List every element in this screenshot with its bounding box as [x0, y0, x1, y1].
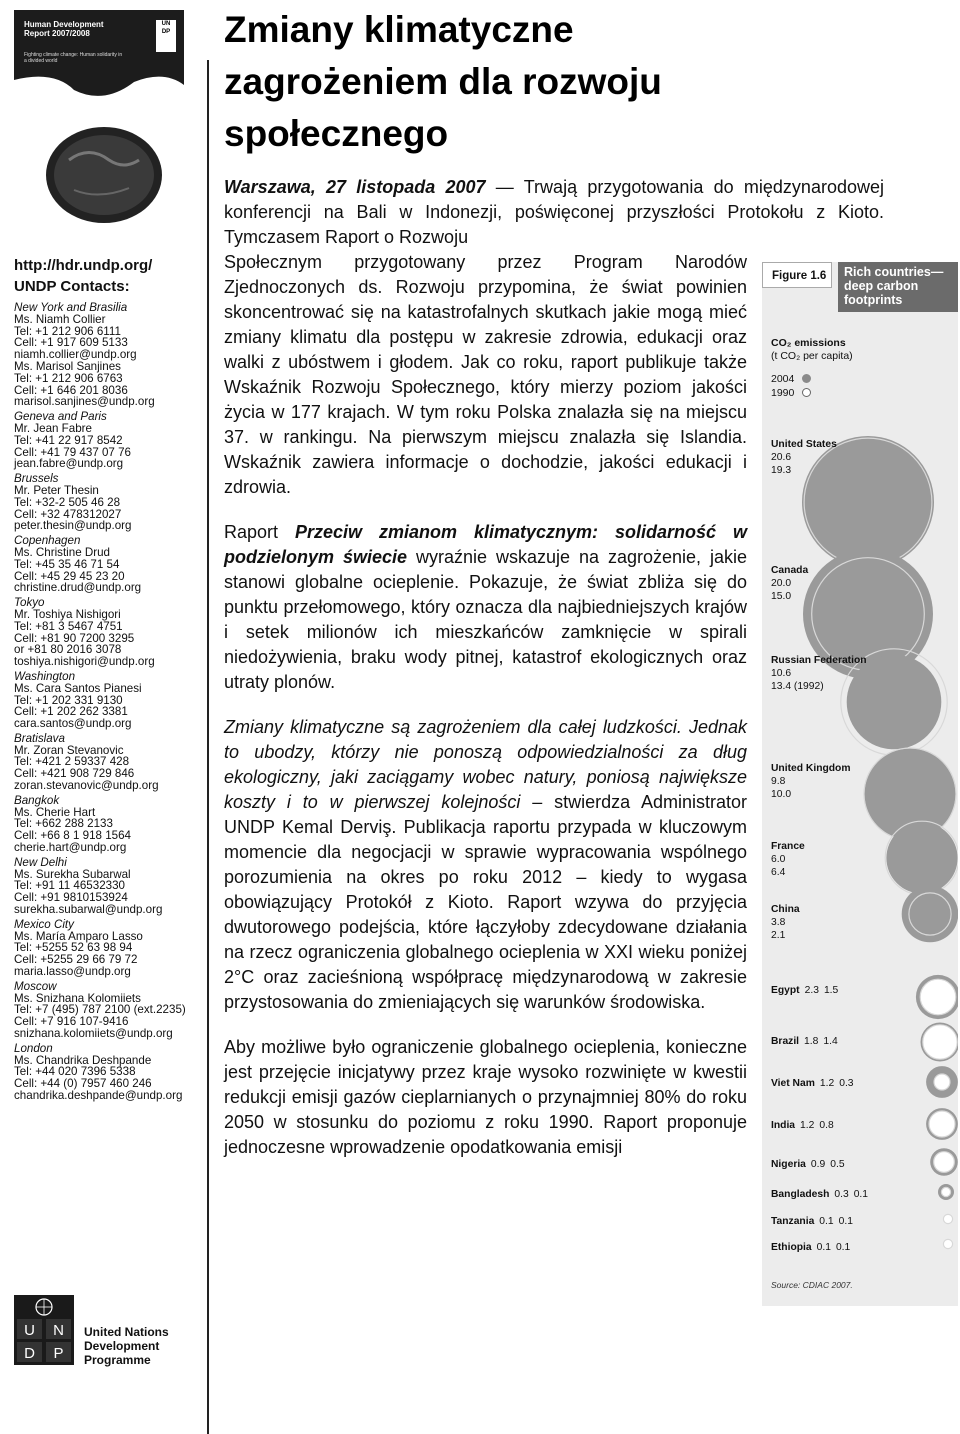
country-name: India [771, 1120, 796, 1131]
legend-year: 1990 [771, 387, 795, 399]
bubble-1990 [929, 1111, 955, 1137]
bubble-1990 [943, 1214, 952, 1223]
office-city: New Delhi [14, 855, 67, 869]
logo-letter: D [24, 1345, 35, 1362]
contact-office [14, 411, 204, 470]
figure-source: Source: CDIAC 2007. [771, 1280, 853, 1290]
bubble-1990 [920, 979, 956, 1015]
value-1990-label: 10.0 [771, 789, 792, 800]
contact-office [14, 981, 204, 1040]
country-name: United Kingdom [771, 763, 851, 774]
office-city: London [14, 1041, 53, 1055]
contact-line: Tel: +91 11 46532330 [14, 879, 125, 893]
country-label [771, 903, 800, 942]
bubble-1990 [934, 1074, 950, 1090]
value-1990-label: 0.1 [838, 1216, 853, 1227]
sidebar-divider [207, 60, 209, 1434]
contact-office [14, 535, 204, 594]
contact-line: Tel: +41 22 917 8542 [14, 433, 123, 447]
contact-line: Cell: +66 8 1 918 1564 [14, 829, 131, 843]
figure-title: Rich countries— deep carbon footprints [838, 262, 958, 312]
value-2004-label: 10.6 [771, 668, 792, 679]
value-1990-label: 19.3 [771, 465, 792, 476]
country-label [771, 1241, 850, 1254]
article-paragraph [224, 715, 747, 1015]
country-label [771, 1215, 853, 1228]
value-1990-label: 0.8 [819, 1120, 834, 1131]
legend-year: 2004 [771, 373, 795, 385]
contact-line: Tel: +1 212 906 6763 [14, 371, 123, 385]
cover-subtitle: Fighting climate change: Human solidarity in a divided world [24, 52, 123, 64]
contact-line: Tel: +45 35 46 71 54 [14, 557, 120, 571]
country-label [771, 840, 805, 879]
logo-letter: N [53, 1322, 64, 1339]
value-2004-label: 0.1 [819, 1216, 834, 1227]
value-1990-label: 1.5 [823, 985, 839, 996]
country-label [771, 1188, 868, 1201]
bubble-2004 [902, 886, 958, 943]
office-city: New York and Brasilia [14, 301, 128, 314]
cover-undp-logo: UN DP [156, 20, 176, 52]
value-2004-label: 0.3 [834, 1189, 849, 1200]
value-1990-label: 15.0 [771, 591, 792, 602]
country-label [771, 984, 838, 997]
contact-office [14, 671, 204, 730]
paragraph-text: – stwierdza Administrator UNDP Kemal Derviş. Publikacja raportu przypada w kluczowym momencie dla negocjacji w sprawie wypracowania wspólnego porozumienia na okres po roku 2012 – kiedy to wygasa obowiązujący Protokół z Kioto. Raport wzywa do przyjęcia dwutorowego podejścia, które łączyłoby zdecydowane działania na rzecz ograniczenia globalnego ocieplenia w XXI wieku poniżej 2°C oraz zacieśnioną współpracę międzynarodową w zakresie przystosowania do zmieniających się warunków środowiska. [224, 792, 747, 1012]
office-city: Moscow [14, 979, 57, 993]
value-1990-label: 13.4 (1992) [771, 681, 824, 692]
contact-line: Ms. Marisol Sanjines [14, 359, 121, 373]
value-2004-label: 2.3 [804, 985, 819, 996]
contact-office [14, 302, 204, 408]
paragraph-text: wyraźnie wskazuje na zagrożenie, jakie stanowi globalne ocieplenie. Pokazuje, że świat zbliża się do punktu przełomowego, który oznacza dla najbiedniejszych krajów i setek milionów ich mieszkańców zamknięcie w spirali niedożywienia, braku wody pitnej, katastrof ekologicznych oraz utraty plonów. [224, 547, 747, 692]
contact-line: Tel: +662 288 2133 [14, 817, 113, 831]
contact-email-link[interactable]: niamh.collier@undp.org [14, 348, 137, 362]
report-cover-image [14, 10, 184, 242]
office-city: Copenhagen [14, 534, 81, 548]
contact-office [14, 733, 204, 792]
value-1990-label: 0.5 [830, 1159, 845, 1170]
country-name: Ethiopia [771, 1242, 812, 1253]
contact-office [14, 795, 204, 854]
contact-line: Tel: +5255 52 63 98 94 [14, 941, 133, 955]
contact-line: Ms. María Amparo Lasso [14, 929, 143, 943]
country-name: Canada [771, 565, 809, 576]
value-1990-label: 0.3 [839, 1078, 854, 1089]
contact-line: Ms. Cara Santos Pianesi [14, 681, 142, 695]
article-paragraph [224, 1035, 747, 1160]
contact-line: Ms. Niamh Collier [14, 312, 106, 326]
value-1990-label: 0.1 [853, 1189, 869, 1200]
paragraph-text: Społecznym przygotowany przez Program Narodów Zjednoczonych ds. Rozwoju przypomina, że świat powinien skoncentrować się na katastrofalnych skutkach jakie mogą mieć zmiany klimatu dla postępu w zakresie zdrowia, edukacji oraz walki z ubóstwem i głodem. Jak co roku, raport publikuje także Wskaźnik Rozwoju Społecznego, który mierzy poziom jakości życia w 177 krajach. W tym roku Polska znalazła się na miejscu 37. w rankingu. Na pierwszym miejscu znalazła się Islandia. Wskaźnik zawiera informacje o dochodzie, jakości edukacji i zdrowia. [224, 252, 747, 497]
dash: — [485, 177, 524, 197]
contact-email-link[interactable]: jean.fabre@undp.org [14, 457, 124, 471]
value-2004-label: 20.6 [771, 452, 792, 463]
logo-letter: U [24, 1322, 35, 1339]
quote: Zmiany klimatyczne są zagrożeniem dla całej ludzkości. Jednak to ubodzy, którzy nie ponoszą odpowiedzialności za dług ekologiczny, jaki zaciągamy wobec natury, poniosą największe koszty i to w pierwszej kolejności [224, 717, 747, 812]
country-name: Egypt [771, 985, 800, 996]
contact-line: Cell: +5255 29 66 79 72 [14, 953, 138, 967]
undp-logo [14, 1295, 74, 1365]
contact-line: Mr. Toshiya Nishigori [14, 607, 121, 621]
legend-item-1990 [771, 387, 811, 399]
value-2004-label: 0.1 [816, 1242, 831, 1253]
value-2004-label: 1.2 [819, 1078, 835, 1089]
office-city: Washington [14, 669, 76, 683]
contact-email-link[interactable]: zoran.stevanovic@undp.org [14, 779, 159, 793]
country-name: Brazil [771, 1036, 800, 1047]
report-title: Przeciw zmianom klimatycznym: solidarność w podzielonym świecie [224, 522, 747, 567]
office-city: Bangkok [14, 793, 60, 807]
contact-line: Tel: +1 202 331 9130 [14, 693, 123, 707]
article-paragraph [224, 520, 747, 695]
contact-line: Cell: +421 908 729 846 [14, 767, 135, 781]
bubble-1990 [934, 1152, 955, 1173]
measure-label: CO₂ emissions [771, 337, 846, 349]
contact-email-link[interactable]: marisol.sanjines@undp.org [14, 395, 155, 409]
paragraph-intro [224, 175, 884, 250]
dateline: Warszawa, 27 listopada 2007 [224, 177, 486, 197]
contact-line: Cell: +44 (0) 7957 460 246 [14, 1077, 152, 1091]
country-label [771, 438, 837, 477]
country-name: China [771, 904, 800, 915]
contact-email-link[interactable]: surekha.subarwal@undp.org [14, 903, 163, 917]
contact-line: Mr. Peter Thesin [14, 483, 99, 497]
country-label [771, 1119, 834, 1132]
contact-line: Cell: +41 79 437 07 76 [14, 445, 131, 459]
contact-line: Tel: +81 3 5467 4751 [14, 619, 123, 633]
value-1990-label: 6.4 [771, 867, 786, 878]
contact-line: Cell: +32 478312027 [14, 507, 122, 521]
contact-line: Ms. Snizhana Kolomiiets [14, 991, 141, 1005]
value-1990-label: 1.4 [823, 1036, 838, 1047]
country-name: Viet Nam [771, 1078, 815, 1089]
country-label [771, 654, 867, 693]
country-name: United States [771, 439, 837, 450]
contact-line: Cell: +7 916 107-9416 [14, 1015, 129, 1029]
contact-line: Ms. Chandrika Deshpande [14, 1053, 152, 1067]
contact-line: Tel: +421 2 59337 428 [14, 755, 130, 769]
contact-email-link[interactable]: cherie.hart@undp.org [14, 841, 127, 855]
value-2004-label: 0.9 [810, 1159, 826, 1170]
country-label [771, 1035, 838, 1048]
co2-emissions-figure [762, 262, 958, 1306]
value-2004-label: 6.0 [771, 854, 786, 865]
contacts-heading: UNDP Contacts: [14, 278, 130, 295]
country-label [771, 762, 851, 801]
country-label [771, 1077, 854, 1090]
open-circle-icon [802, 388, 811, 397]
org-name-line: Programme [84, 1353, 151, 1367]
paragraph-text: Trwają przygotowania do międzynarodowej konferencji na Bali w Indonezji, poświęconej przyszłości Protokołu z Kioto. Tymczasem Raport o Rozwoju [224, 177, 884, 247]
office-city: Geneva and Paris [14, 410, 107, 424]
contact-line: or +81 80 2016 3078 [14, 643, 122, 657]
contact-line: Ms. Cherie Hart [14, 805, 96, 819]
contact-email-link[interactable]: cara.santos@undp.org [14, 717, 132, 731]
cover-title: Human Development Report 2007/2008 [24, 20, 104, 38]
contact-office [14, 473, 204, 532]
contact-line: Cell: +81 90 7200 3295 [14, 631, 135, 645]
contact-email-link[interactable]: toshiya.nishigori@undp.org [14, 655, 155, 669]
country-name: Nigeria [771, 1159, 806, 1170]
contact-office [14, 1043, 204, 1102]
contact-line: Cell: +1 202 262 3381 [14, 705, 128, 719]
contact-line: Tel: +1 212 906 6111 [14, 324, 121, 338]
contacts-list [14, 302, 204, 1105]
office-city: Tokyo [14, 596, 45, 610]
contact-line: Tel: +32-2 505 46 28 [14, 495, 121, 509]
value-1990-label: 0.1 [835, 1242, 851, 1253]
value-2004-label: 9.8 [771, 776, 786, 787]
bubble-2004 [886, 822, 957, 893]
value-2004-label: 3.8 [771, 917, 786, 928]
value-2004-label: 20.0 [771, 578, 792, 589]
contact-line: Mr. Jean Fabre [14, 421, 92, 435]
unit-label: (t CO₂ per capita) [771, 350, 853, 362]
legend-item-2004 [771, 373, 811, 385]
filled-circle-icon [802, 374, 811, 383]
country-name: Tanzania [771, 1216, 815, 1227]
office-city: Brussels [14, 472, 59, 486]
contact-email-link[interactable]: chandrika.deshpande@undp.org [14, 1089, 183, 1102]
value-2004-label: 1.8 [804, 1036, 819, 1047]
bubble-1990 [943, 1239, 952, 1248]
office-city: Mexico City [14, 917, 74, 931]
contact-line: Tel: +7 (495) 787 2100 (ext.2235) [14, 1003, 186, 1017]
bubble-1990 [923, 1025, 957, 1059]
country-label [771, 1158, 845, 1171]
website-link[interactable]: http://hdr.undp.org/ [14, 257, 153, 274]
headline: Zmiany klimatyczne zagrożeniem dla rozwoju społecznego [224, 9, 662, 154]
office-city: Bratislava [14, 731, 65, 745]
value-2004-label: 1.2 [800, 1120, 815, 1131]
country-name: Bangladesh [771, 1189, 830, 1200]
contact-office [14, 857, 204, 916]
figure-label: Figure 1.6 [762, 262, 832, 288]
contact-line: Cell: +1 646 201 8036 [14, 383, 128, 397]
contact-email-link[interactable]: christine.drud@undp.org [14, 581, 142, 595]
undp-organization-name [84, 1325, 169, 1367]
country-name: Russian Federation [771, 655, 867, 666]
paragraph-text: Raport [224, 522, 295, 542]
contact-line: Mr. Zoran Stevanovic [14, 743, 124, 757]
org-name-line: United Nations [84, 1325, 169, 1339]
paragraph-text: Aby możliwe było ograniczenie globalnego ocieplenia, konieczne jest przejęcie inicjatywy przez kraje wysoko rozwinięte w kwestii redukcji emisji gazów cieplarnianych o przynajmniej 80% do roku 2050 w stosunku do poziomu z roku 1990. Raport proponuje jednoczesne wprowadzenie opodatkowania emisji [224, 1037, 747, 1157]
org-name-line: Development [84, 1339, 160, 1353]
contact-line: Cell: +45 29 45 23 20 [14, 569, 125, 583]
logo-letter: P [53, 1345, 64, 1362]
value-1990-label: 2.1 [771, 930, 786, 941]
contact-email-link[interactable]: peter.thesin@undp.org [14, 519, 132, 533]
contact-line: Ms. Christine Drud [14, 545, 110, 559]
contact-email-link[interactable]: snizhana.kolomiiets@undp.org [14, 1027, 173, 1041]
bubble-1990 [941, 1187, 950, 1196]
country-label [771, 564, 808, 603]
contact-line: Cell: +91 9810153924 [14, 891, 128, 905]
contact-line: Cell: +1 917 609 5133 [14, 336, 128, 350]
contact-line: Ms. Surekha Subarwal [14, 867, 131, 881]
contact-office [14, 919, 204, 978]
contact-email-link[interactable]: maria.lasso@undp.org [14, 965, 131, 979]
contact-office [14, 597, 204, 668]
contact-line: Tel: +44 020 7396 5338 [14, 1065, 136, 1079]
country-name: France [771, 841, 805, 852]
